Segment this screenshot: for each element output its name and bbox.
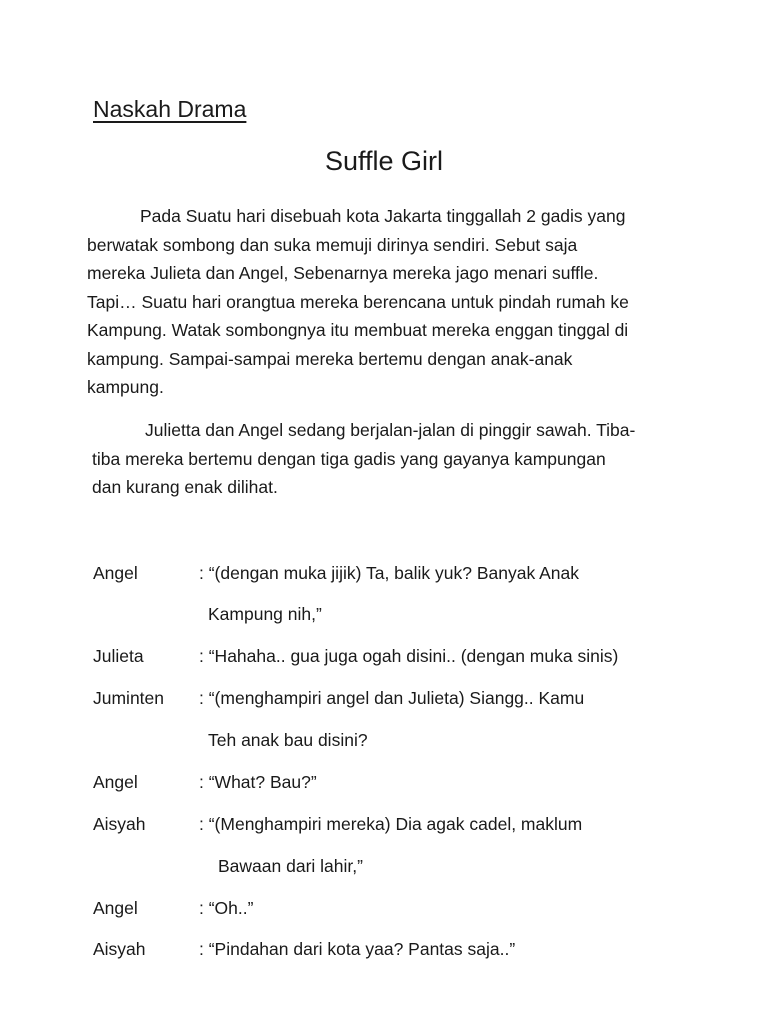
paragraph-line: Kampung. Watak sombongnya itu membuat mereka enggan tinggal di	[87, 320, 629, 340]
paragraph-line: berwatak sombong dan suka memuji dirinya sendiri. Sebut saja	[87, 234, 578, 255]
intro-paragraph	[87, 202, 687, 402]
dialogue-speaker: Aisyah	[93, 814, 146, 834]
dialogue-speaker: Angel	[93, 898, 138, 918]
drama-title: Suffle Girl	[324, 146, 444, 176]
paragraph-line: tiba mereka bertemu dengan tiga gadis yang gayanya kampungan	[92, 448, 606, 469]
paragraph-line: kampung.	[87, 377, 164, 397]
dialogue-speaker: Aisyah	[93, 939, 146, 959]
dialogue-text: : “Hahaha.. gua juga ogah disini.. (dengan muka sinis)	[199, 646, 619, 666]
dialogue-speaker: Angel	[93, 772, 138, 792]
dialogue-text: : “Pindahan dari kota yaa? Pantas saja..”	[199, 939, 516, 959]
dialogue-text: : “(dengan muka jijik) Ta, balik yuk? Banyak Anak	[199, 563, 580, 583]
dialogue-speaker: Julieta	[93, 646, 144, 666]
dialogue-text: : “Oh..”	[199, 898, 254, 918]
dialogue-continuation: Kampung nih,”	[208, 604, 322, 624]
dialogue-text: : “What? Bau?”	[199, 772, 317, 792]
scene-paragraph	[92, 416, 682, 502]
document-heading: Naskah Drama	[93, 96, 247, 122]
dialogue-speaker: Angel	[93, 563, 138, 583]
dialogue-text: : “(menghampiri angel dan Julieta) Siangg.. Kamu	[199, 688, 585, 708]
paragraph-line: Julietta dan Angel sedang berjalan-jalan di pinggir sawah. Tiba-	[145, 420, 636, 440]
dialogue-text: : “(Menghampiri mereka) Dia agak cadel, maklum	[199, 814, 583, 834]
dialogue-continuation: Teh anak bau disini?	[208, 730, 368, 750]
paragraph-line: Pada Suatu hari disebuah kota Jakarta tinggallah 2 gadis yang	[140, 206, 626, 226]
paragraph-line: dan kurang enak dilihat.	[92, 477, 278, 497]
paragraph-line: Tapi… Suatu hari orangtua mereka berencana untuk pindah rumah ke	[87, 291, 629, 312]
paragraph-line: mereka Julieta dan Angel, Sebenarnya mereka jago menari suffle.	[87, 263, 599, 283]
paragraph-line: kampung. Sampai-sampai mereka bertemu dengan anak-anak	[87, 348, 573, 369]
dialogue-continuation: Bawaan dari lahir,”	[218, 856, 363, 876]
dialogue-speaker: Juminten	[93, 688, 165, 708]
